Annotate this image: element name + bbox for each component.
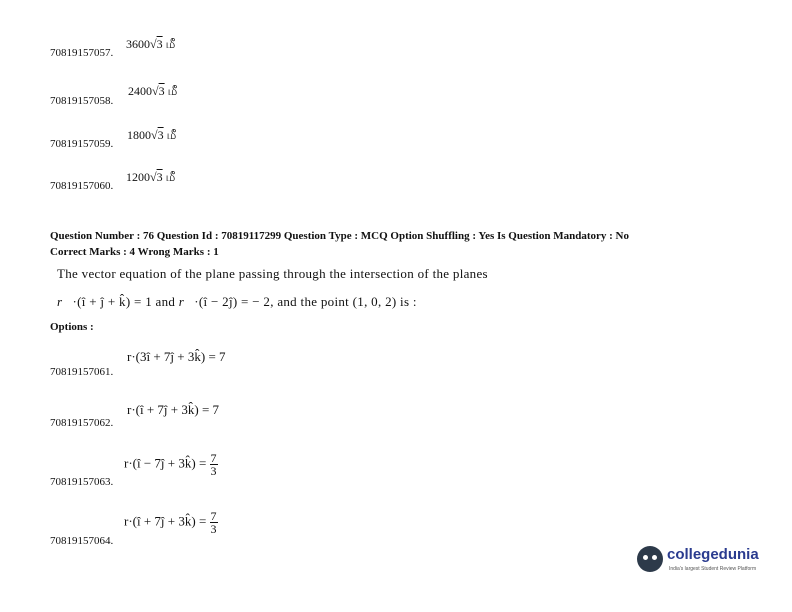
expression-lhs: r·(î − 7ĵ + 3k̂) = (124, 455, 207, 471)
option-id-63: 70819157063. (50, 476, 114, 488)
option-id-60: 70819157060. (50, 180, 114, 192)
fraction (210, 510, 218, 535)
expression-lhs: r·(î + 7ĵ + 3k̂) = (124, 513, 207, 529)
option-value-58: 2400√3 மீ (128, 84, 178, 98)
options-label: Options : (50, 321, 94, 333)
question-header: Question Number : 76 Question Id : 70819117299 Question Type : MCQ Option Shuffling : Yes Is Question Mandatory : No (50, 230, 629, 242)
marks-line: Correct Marks : 4 Wrong Marks : 1 (50, 246, 219, 258)
brand-tagline: India's largest Student Review Platform (669, 566, 757, 572)
collegedunia-watermark (637, 540, 777, 580)
radicand: 3 (157, 128, 164, 142)
numerator: 7 (210, 451, 217, 465)
numerator: 7 (210, 509, 217, 523)
option-value-60: 1200√3 மீ (126, 170, 176, 184)
option-expression-63 (124, 452, 218, 477)
question-equation-line: r⃗·(î + ĵ + k̂) = 1 and r⃗·(î − 2ĵ) = − 2, and the point (1, 0, 2) is : (57, 294, 417, 309)
radicand: 3 (156, 170, 163, 184)
option-id-61: 70819157061. (50, 366, 114, 378)
option-id-64: 70819157064. (50, 535, 114, 547)
option-id-57: 70819157057. (50, 47, 114, 59)
unit-text: மீ (166, 128, 177, 142)
brand-name: collegedunia (667, 546, 759, 563)
radicand: 3 (158, 84, 165, 98)
unit-text: மீ (165, 170, 176, 184)
unit-text: மீ (167, 84, 178, 98)
option-expression-64 (124, 510, 218, 535)
option-id-58: 70819157058. (50, 95, 114, 107)
option-number: 3600 (126, 37, 150, 51)
question-text: The vector equation of the plane passing through the intersection of the planes (57, 266, 488, 281)
denominator: 3 (210, 522, 217, 536)
option-expression-62: r·(î + 7ĵ + 3k̂) = 7 (127, 402, 220, 417)
radicand: 3 (156, 37, 163, 51)
option-value-59: 1800√3 மீ (127, 128, 177, 142)
option-number: 1200 (126, 170, 150, 184)
option-id-62: 70819157062. (50, 417, 114, 429)
denominator: 3 (210, 464, 217, 478)
option-expression-61: r·(3î + 7ĵ + 3k̂) = 7 (127, 349, 226, 364)
mascot-icon (637, 546, 663, 572)
option-id-59: 70819157059. (50, 138, 114, 150)
option-number: 1800 (127, 128, 151, 142)
question-text-tail: and the point (1, 0, 2) is : (277, 294, 417, 309)
unit-text: மீ (165, 37, 176, 51)
fraction (210, 452, 218, 477)
option-number: 2400 (128, 84, 152, 98)
option-value-57: 3600√3 மீ (126, 37, 176, 51)
